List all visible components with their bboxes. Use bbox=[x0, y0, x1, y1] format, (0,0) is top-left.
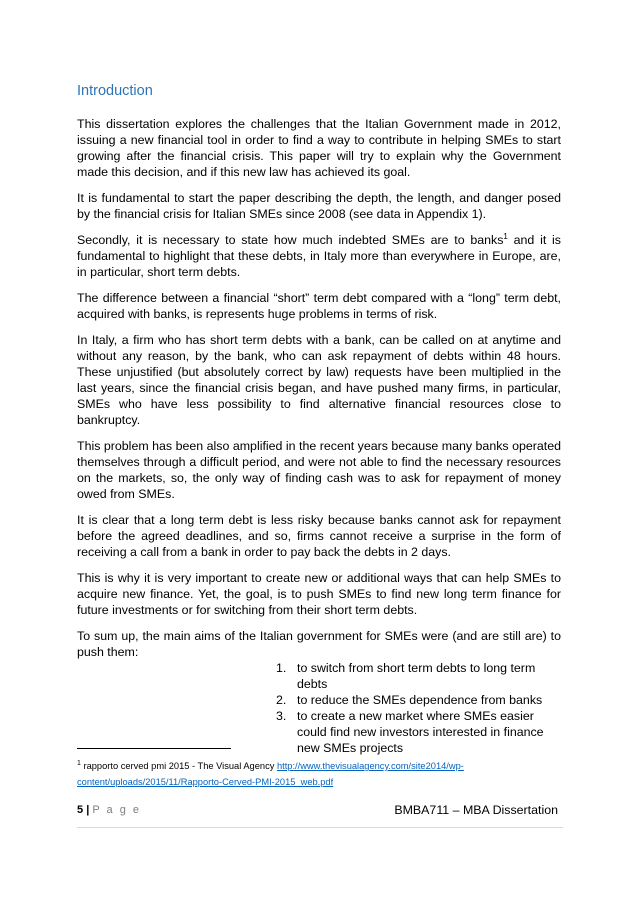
paragraph-4: The difference between a financial “short” term debt compared with a “long” term debt, acquired with banks, is represents huge problems in terms of risk. bbox=[77, 291, 561, 321]
page-number: 5 bbox=[77, 804, 84, 816]
list-item-text: to switch from short term debts to long term debts bbox=[297, 661, 536, 691]
footnote-marker: 1 bbox=[77, 760, 81, 767]
footer-divider bbox=[77, 827, 563, 828]
footnote-link[interactable]: http://www.thevisualagency.com/site2014/wp-content/uploads/2015/11/Rapporto-Cerved-PMI-2015_web.pdf bbox=[77, 761, 464, 788]
paragraph-8: This is why it is very important to create new or additional ways that can help SMEs to acquire new finance. Yet, the goal, is to push SMEs to find new long term finance for future investments or for switching from their short term debts. bbox=[77, 571, 561, 617]
body-text bbox=[77, 116, 561, 756]
list-item-number: 2. bbox=[276, 693, 287, 707]
footer-title: BMBA711 – MBA Dissertation bbox=[394, 803, 558, 817]
paragraph-3 bbox=[77, 232, 561, 280]
list-item-number: 1. bbox=[276, 661, 287, 675]
list-item bbox=[276, 708, 561, 756]
paragraph-2: It is fundamental to start the paper describing the depth, the length, and danger posed by the financial crisis for Italian SMEs since 2008 (see data in Appendix 1). bbox=[77, 191, 561, 221]
list-item-text: to create a new market where SMEs easier could find new investors interested in finance new SMEs projects bbox=[297, 709, 544, 755]
section-heading: Introduction bbox=[77, 83, 153, 99]
footnote bbox=[77, 756, 567, 790]
paragraph-3-end: and it is fundamental to highlight that these debts, in Italy more than everywhere in Europe, are, in particular, short term debts. bbox=[77, 233, 561, 279]
footnote-text: rapporto cerved pmi 2015 - The Visual Agency bbox=[80, 761, 277, 772]
list-item bbox=[276, 692, 561, 708]
footnote-reference[interactable]: 1 bbox=[503, 231, 508, 241]
paragraph-1: This dissertation explores the challenges that the Italian Government made in 2012, issuing a new financial tool in order to find a way to contribute in helping SMEs to start growing after the financial crisis. This paper will try to explain why the Government made this decision, and if this new law has achieved its goal. bbox=[77, 117, 561, 179]
page-word: P a g e bbox=[92, 804, 141, 816]
list-item-number: 3. bbox=[276, 709, 287, 723]
paragraph-7: It is clear that a long term debt is less risky because banks cannot ask for repayment before the agreed deadlines, and so, firms cannot receive a surprise in the form of receiving a call from a bank in order to pay back the debts in 2 days. bbox=[77, 513, 561, 559]
paragraph-5: In Italy, a firm who has short term debts with a bank, can be called on at anytime and without any reason, by the bank, who can ask repayment of debts within 48 hours. These unjustified (but absolutely correct by law) requests have been multiplied in the last years, since the financial crisis began, and have pushed many firms, in particular, SMEs who have less possibility to find alternative financial resources close to bankruptcy. bbox=[77, 333, 561, 427]
paragraph-3-start: Secondly, it is necessary to state how much indebted SMEs are to banks bbox=[77, 233, 504, 247]
page-separator: | bbox=[86, 804, 90, 816]
footer-page-number bbox=[77, 804, 141, 816]
list-item-text: to reduce the SMEs dependence from banks bbox=[297, 693, 543, 707]
list-item bbox=[276, 660, 561, 692]
paragraph-6: This problem has been also amplified in the recent years because many banks operated themselves through a difficult period, and were not able to find the necessary resources on the markets, so, the only way of finding cash was to ask for repayment of money owed from SMEs. bbox=[77, 439, 561, 501]
aims-list bbox=[77, 660, 561, 756]
paragraph-9: To sum up, the main aims of the Italian government for SMEs were (and are still are) to push them: bbox=[77, 629, 561, 659]
footnote-divider bbox=[77, 748, 231, 749]
